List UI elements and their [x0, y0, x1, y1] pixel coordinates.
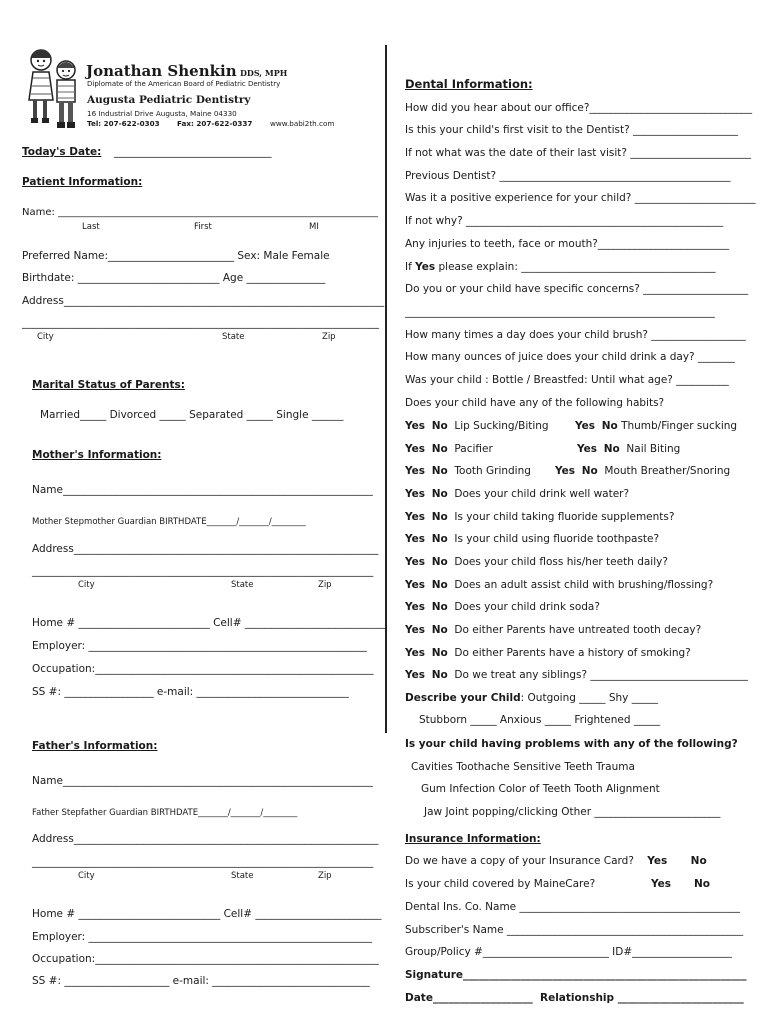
q-first-visit[interactable]: Is this your child's first visit to the Dentist? ____________________: [405, 124, 738, 136]
ins-group-id-field[interactable]: Group/Policy #________________________ ID#___________________: [405, 946, 732, 958]
describe-child-row2[interactable]: Stubborn _____ Anxious _____ Frightened _____: [419, 714, 661, 726]
birthdate-age-field[interactable]: Birthdate: ___________________________ Age _______________: [22, 272, 326, 284]
mother-role-birthdate[interactable]: Mother Stepmother Guardian BIRTHDATE_______/_______/________: [32, 517, 306, 527]
q-habits: Does your child have any of the following habits?: [405, 397, 665, 409]
yn-adult-assist[interactable]: Yes No Does an adult assist child with brushing/flossing?: [405, 579, 714, 591]
practice-fax: Fax: 207-622-0337: [177, 119, 253, 128]
q-brush-times[interactable]: How many times a day does your child brush? __________________: [405, 329, 746, 341]
ins-mainecare-no[interactable]: No: [694, 878, 711, 890]
father-ss-email-field[interactable]: SS #: ____________________ e-mail: ______________________________: [32, 975, 370, 987]
practice-website: www.babi2th.com: [270, 119, 335, 128]
father-address-line2[interactable]: _________________________________________________________________: [32, 856, 374, 868]
yn-well-water[interactable]: Yes No Does your child drink well water?: [405, 488, 630, 500]
q-hear-about-office[interactable]: How did you hear about our office?_______________________________: [405, 102, 753, 114]
problems-row1[interactable]: Cavities Toothache Sensitive Teeth Trauma: [411, 761, 635, 773]
yn-siblings[interactable]: Yes No Do we treat any siblings? ______________________________: [405, 669, 748, 681]
q-specific-concerns[interactable]: Do you or your child have specific concerns? ____________________: [405, 283, 749, 295]
habit-pacifier-row[interactable]: Yes No Pacifier: [405, 443, 493, 455]
q-if-yes-explain[interactable]: If Yes please explain: _____________________________________: [405, 261, 716, 273]
sublabel-zip: Zip: [322, 332, 336, 342]
column-divider: [385, 45, 387, 733]
yn-fluoride-toothpaste[interactable]: Yes No Is your child using fluoride toothpaste?: [405, 533, 660, 545]
father-occupation-field[interactable]: Occupation:______________________________________________________: [32, 953, 379, 965]
yn-floss-daily[interactable]: Yes No Does your child floss his/her teeth daily?: [405, 556, 668, 568]
patient-info-heading: Patient Information:: [22, 176, 143, 188]
mother-sublabel-zip: Zip: [318, 580, 332, 590]
patient-address-field[interactable]: Address_____________________________________________________________: [22, 295, 385, 307]
mother-address-field[interactable]: Address__________________________________________________________: [32, 543, 379, 555]
mother-sublabel-city: City: [78, 580, 95, 590]
describe-child-row[interactable]: Describe your Child: Outgoing _____ Shy _____: [405, 692, 658, 704]
mother-ss-email-field[interactable]: SS #: _________________ e-mail: _____________________________: [32, 686, 349, 698]
sublabel-city: City: [37, 332, 54, 342]
yn-fluoride-supplements[interactable]: Yes No Is your child taking fluoride supplements?: [405, 511, 675, 523]
patient-name-field[interactable]: Name: ________________________________________________________________: [22, 207, 379, 218]
father-address-field[interactable]: Address__________________________________________________________: [32, 833, 379, 845]
todays-date-field[interactable]: ______________________________: [114, 146, 272, 158]
yn-parent-decay[interactable]: Yes No Do either Parents have untreated tooth decay?: [405, 624, 702, 636]
mother-name-field[interactable]: Name___________________________________________________________: [32, 484, 373, 496]
mother-phone-fields[interactable]: Home # _________________________ Cell# ___________________________: [32, 617, 387, 629]
mother-address-line2[interactable]: _________________________________________________________________: [32, 565, 374, 577]
habit-mouth-breather-row[interactable]: Yes No Mouth Breather/Snoring: [555, 465, 731, 477]
ins-company-field[interactable]: Dental Ins. Co. Name __________________________________________: [405, 901, 740, 913]
sublabel-mi: MI: [309, 222, 319, 232]
insurance-heading: Insurance Information:: [405, 833, 541, 845]
children-logo-image: [25, 48, 81, 132]
mother-occupation-field[interactable]: Occupation:_____________________________________________________: [32, 663, 374, 675]
habit-lip-sucking-row[interactable]: Yes No Lip Sucking/Biting: [405, 420, 549, 432]
yn-soda[interactable]: Yes No Does your child drink soda?: [405, 601, 600, 613]
problems-heading: Is your child having problems with any of the following?: [405, 738, 738, 750]
habit-nail-biting-row[interactable]: Yes No Nail Biting: [577, 443, 681, 455]
problems-row3[interactable]: Jaw Joint popping/clicking Other ________________________: [424, 806, 721, 818]
father-name-field[interactable]: Name___________________________________________________________: [32, 775, 373, 787]
preferred-name-sex-field[interactable]: Preferred Name:________________________ Sex: Male Female: [22, 250, 330, 262]
practice-address: 16 Industrial Drive Augusta, Maine 04330: [87, 109, 237, 118]
q-injuries[interactable]: Any injuries to teeth, face or mouth?_________________________: [405, 238, 730, 250]
q-specific-concerns-line2[interactable]: ___________________________________________________________: [405, 306, 715, 318]
q-bottle-breastfed[interactable]: Was your child : Bottle / Breastfed: Until what age? __________: [405, 374, 729, 386]
signature-field[interactable]: Signature______________________________________________________: [405, 969, 747, 981]
ins-mainecare-yes[interactable]: Yes: [651, 878, 672, 890]
practice-tel: Tel: 207-622-0303: [87, 119, 160, 128]
father-sublabel-zip: Zip: [318, 871, 332, 881]
doctor-name: Jonathan Shenkin: [86, 62, 237, 80]
date-field[interactable]: Date___________________: [405, 992, 533, 1004]
father-phone-fields[interactable]: Home # ___________________________ Cell# ________________________: [32, 908, 382, 920]
father-sublabel-state: State: [231, 871, 254, 881]
todays-date-label: Today's Date:: [22, 146, 102, 158]
ins-card-question[interactable]: Do we have a copy of your Insurance Card? Yes No: [405, 855, 707, 867]
problems-row2[interactable]: Gum Infection Color of Teeth Tooth Alignment: [421, 783, 660, 795]
father-role-birthdate[interactable]: Father Stepfather Guardian BIRTHDATE_______/_______/________: [32, 808, 298, 818]
sublabel-first: First: [194, 222, 212, 232]
doctor-degrees: DDS, MPH: [239, 68, 288, 78]
ins-mainecare-question[interactable]: Is your child covered by MaineCare?: [405, 878, 596, 890]
q-if-not-why[interactable]: If not why? _________________________________________________: [405, 215, 724, 227]
practice-name: Augusta Pediatric Dentistry: [87, 94, 251, 106]
q-previous-dentist[interactable]: Previous Dentist? ____________________________________________: [405, 170, 731, 182]
father-sublabel-city: City: [78, 871, 95, 881]
mother-employer-field[interactable]: Employer: _____________________________________________________: [32, 640, 367, 652]
q-juice-ounces[interactable]: How many ounces of juice does your child drink a day? _______: [405, 351, 735, 363]
q-positive-experience[interactable]: Was it a positive experience for your child? _______________________: [405, 192, 756, 204]
dental-info-heading: Dental Information:: [405, 77, 533, 91]
marital-status-options[interactable]: Married_____ Divorced _____ Separated _____ Single ______: [40, 409, 344, 421]
habit-thumb-sucking-row[interactable]: Yes No Thumb/Finger sucking: [575, 420, 738, 432]
mother-info-heading: Mother's Information:: [32, 449, 162, 461]
father-employer-field[interactable]: Employer: ______________________________________________________: [32, 931, 373, 943]
mother-sublabel-state: State: [231, 580, 254, 590]
sublabel-last: Last: [82, 222, 100, 232]
yn-parent-smoking[interactable]: Yes No Do either Parents have a history of smoking?: [405, 647, 691, 659]
ins-subscriber-field[interactable]: Subscriber's Name _____________________________________________: [405, 924, 744, 936]
habit-grinding-row[interactable]: Yes No Tooth Grinding: [405, 465, 531, 477]
father-info-heading: Father's Information:: [32, 740, 158, 752]
marital-status-heading: Marital Status of Parents:: [32, 379, 185, 391]
diplomate-line: Diplomate of the American Board of Pediatric Dentistry: [87, 80, 281, 88]
sublabel-state: State: [222, 332, 245, 342]
patient-address-line2[interactable]: ____________________________________________________________________: [22, 317, 379, 329]
q-last-visit-date[interactable]: If not what was the date of their last visit? _______________________: [405, 147, 752, 159]
relationship-field[interactable]: Relationship ________________________: [540, 992, 744, 1004]
